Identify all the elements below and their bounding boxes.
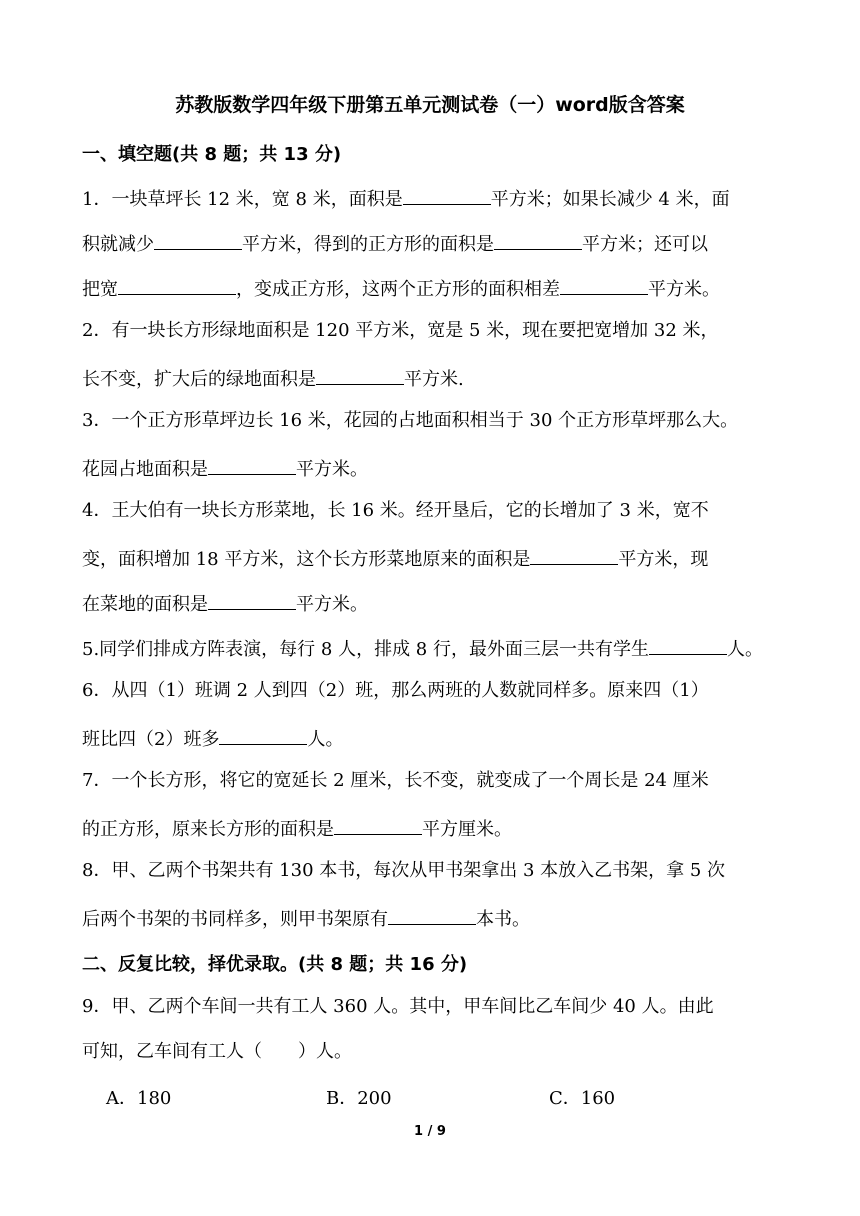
- text: 平方厘米。: [422, 819, 512, 840]
- text: 人。: [726, 639, 763, 660]
- section-heading-fill-in: 一、填空题(共 8 题；共 13 分): [82, 144, 342, 165]
- option-b[interactable]: B．200: [326, 1088, 392, 1109]
- answer-blank[interactable]: [208, 454, 296, 475]
- text: 把宽: [82, 279, 118, 300]
- text: 平方米，得到的正方形的面积是: [242, 234, 494, 255]
- text: 平方米。: [296, 594, 368, 615]
- option-a[interactable]: A．180: [106, 1088, 172, 1109]
- question-8-line-2: [82, 904, 530, 932]
- text: 平方米.: [404, 369, 464, 390]
- question-4-line-2: [82, 544, 708, 572]
- text: 平方米。: [648, 279, 720, 300]
- answer-blank[interactable]: [118, 274, 236, 295]
- section-heading-multiple-choice: 二、反复比较，择优录取。(共 8 题；共 16 分): [82, 954, 468, 975]
- question-7-line-1: 7．一个长方形，将它的宽延长 2 厘米，长不变，就变成了一个周长是 24 厘米: [82, 770, 709, 791]
- text: 长不变，扩大后的绿地面积是: [82, 369, 316, 390]
- question-2-line-2: [82, 364, 464, 392]
- question-2-line-1: 2．有一块长方形绿地面积是 120 平方米，宽是 5 米，现在要把宽增加 32 米，: [82, 320, 719, 341]
- text: 班比四（2）班多: [82, 729, 220, 750]
- text: 平方米，现: [618, 549, 709, 570]
- answer-blank[interactable]: [208, 589, 296, 610]
- option-c[interactable]: C．160: [549, 1088, 616, 1109]
- text: 后两个书架的书同样多，则甲书架原有: [82, 909, 388, 930]
- question-5-line-1: [82, 634, 763, 662]
- answer-blank[interactable]: [388, 904, 476, 925]
- question-8-line-1: 8．甲、乙两个书架共有 130 本书，每次从甲书架拿出 3 本放入乙书架，拿 5 次: [82, 860, 726, 881]
- text: 平方米。: [296, 459, 368, 480]
- question-4-line-1: 4．王大伯有一块长方形菜地，长 16 米。经开垦后，它的长增加了 3 米，宽不: [82, 500, 709, 521]
- text: 变，面积增加 18 平方米，这个长方形菜地原来的面积是: [82, 549, 531, 570]
- answer-blank[interactable]: [560, 274, 648, 295]
- question-6-line-2: [82, 724, 343, 752]
- text: 5.同学们排成方阵表演，每行 8 人，排成 8 行，最外面三层一共有学生: [82, 639, 649, 660]
- question-9-line-1: 9．甲、乙两个车间一共有工人 360 人。其中，甲车间比乙车间少 40 人。由此: [82, 996, 714, 1017]
- question-1-line-3: [82, 274, 720, 302]
- text: 平方米；如果长减少 4 米，面: [490, 189, 730, 210]
- text: ，变成正方形，这两个正方形的面积相差: [236, 279, 560, 300]
- question-9-line-2: 可知，乙车间有工人（ ）人。: [82, 1041, 352, 1062]
- question-3-line-1: 3．一个正方形草坪边长 16 米，花园的占地面积相当于 30 个正方形草坪那么大。: [82, 410, 739, 431]
- page-number: 1 / 9: [414, 1124, 446, 1139]
- text: 的正方形，原来长方形的面积是: [82, 819, 334, 840]
- text: 1．一块草坪长 12 米，宽 8 米，面积是: [82, 189, 403, 210]
- text: 人。: [307, 729, 344, 750]
- answer-blank[interactable]: [530, 544, 618, 565]
- answer-blank[interactable]: [316, 364, 404, 385]
- answer-blank[interactable]: [649, 634, 727, 655]
- question-3-line-2: [82, 454, 368, 482]
- question-4-line-3: [82, 589, 368, 617]
- question-1-line-1: [82, 184, 730, 212]
- question-6-line-1: 6．从四（1）班调 2 人到四（2）班，那么两班的人数就同样多。原来四（1）: [82, 680, 709, 701]
- text: 花园占地面积是: [82, 459, 208, 480]
- text: 在菜地的面积是: [82, 594, 208, 615]
- question-7-line-2: [82, 814, 512, 842]
- answer-blank[interactable]: [494, 229, 582, 250]
- answer-blank[interactable]: [334, 814, 422, 835]
- text: 平方米；还可以: [582, 234, 708, 255]
- text: 积就减少: [82, 234, 154, 255]
- answer-blank[interactable]: [154, 229, 242, 250]
- document-title: 苏教版数学四年级下册第五单元测试卷（一）word版含答案: [175, 94, 685, 116]
- text: 本书。: [476, 909, 530, 930]
- answer-blank[interactable]: [219, 724, 307, 745]
- question-1-line-2: [82, 229, 708, 257]
- answer-blank[interactable]: [403, 184, 491, 205]
